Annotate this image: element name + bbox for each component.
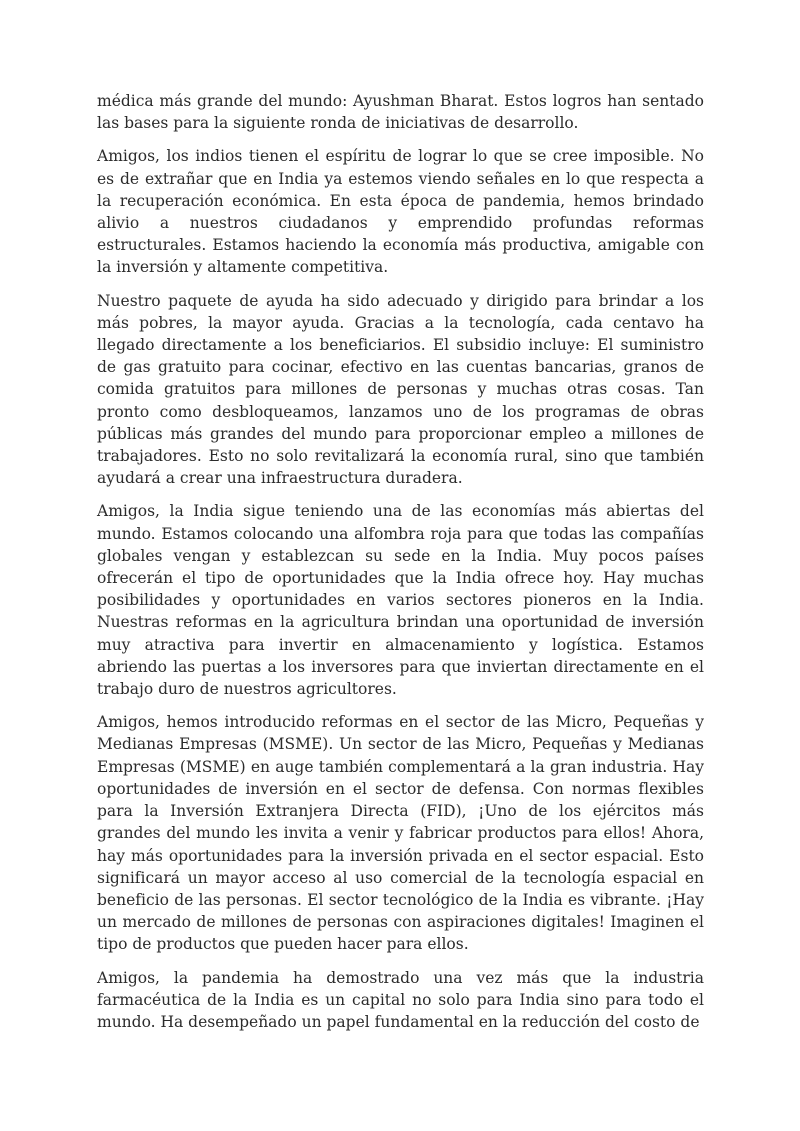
document-text-block	[97, 90, 704, 1033]
paragraph: Amigos, la pandemia ha demostrado una vez más que la industria farmacéutica de la India es un capital no solo para India sino para todo el mundo. Ha desempeñado un papel fundamental en la reducción del costo de	[97, 968, 704, 1031]
paragraph: Amigos, los indios tienen el espíritu de lograr lo que se cree imposible. No es de extrañar que en India ya estemos viendo señales en lo que respecta a la recuperación económica. En esta época de pandemia, hemos brindado alivio a nuestros ciudadanos y emprendido profundas reformas estructurales. Estamos haciendo la economía más productiva, amigable con la inversión y altamente competitiva.	[97, 147, 704, 277]
paragraph: médica más grande del mundo: Ayushman Bharat. Estos logros han sentado las bases para la siguiente ronda de iniciativas de desarrollo.	[97, 92, 704, 133]
paragraph: Amigos, hemos introducido reformas en el sector de las Micro, Pequeñas y Medianas Empresas (MSME). Un sector de las Micro, Pequeñas y Medianas Empresas (MSME) en auge también complementará a la gran industria. Hay oportunidades de inversión en el sector de defensa. Con normas flexibles para la Inversión Extranjera Directa (FID), ¡Uno de los ejércitos más grandes del mundo les invita a venir y fabricar productos para ellos! Ahora, hay más oportunidades para la inversión privada en el sector espacial. Esto significará un mayor acceso al uso comercial de la tecnología espacial en beneficio de las personas. El sector tecnológico de la India es vibrante. ¡Hay un mercado de millones de personas con aspiraciones digitales! Imaginen el tipo de productos que pueden hacer para ellos.	[97, 713, 704, 954]
paragraph: Nuestro paquete de ayuda ha sido adecuado y dirigido para brindar a los más pobres, la mayor ayuda. Gracias a la tecnología, cada centavo ha llegado directamente a los beneficiarios. El subsidio incluye: El suministro de gas gratuito para cocinar, efectivo en las cuentas bancarias, granos de comida gratuitos para millones de personas y muchas otras cosas. Tan pronto como desbloqueamos, lanzamos uno de los programas de obras públicas más grandes del mundo para proporcionar empleo a millones de trabajadores. Esto no solo revitalizará la economía rural, sino que también ayudará a crear una infraestructura duradera.	[97, 291, 704, 488]
paragraph: Amigos, la India sigue teniendo una de las economías más abiertas del mundo. Estamos colocando una alfombra roja para que todas las compañías globales vengan y establezcan su sede en la India. Muy pocos países ofrecerán el tipo de oportunidades que la India ofrece hoy. Hay muchas posibilidades y oportunidades en varios sectores pioneros en la India. Nuestras reformas en la agricultura brindan una oportunidad de inversión muy atractiva para invertir en almacenamiento y logística. Estamos abriendo las puertas a los inversores para que inviertan directamente en el trabajo duro de nuestros agricultores.	[97, 502, 704, 699]
